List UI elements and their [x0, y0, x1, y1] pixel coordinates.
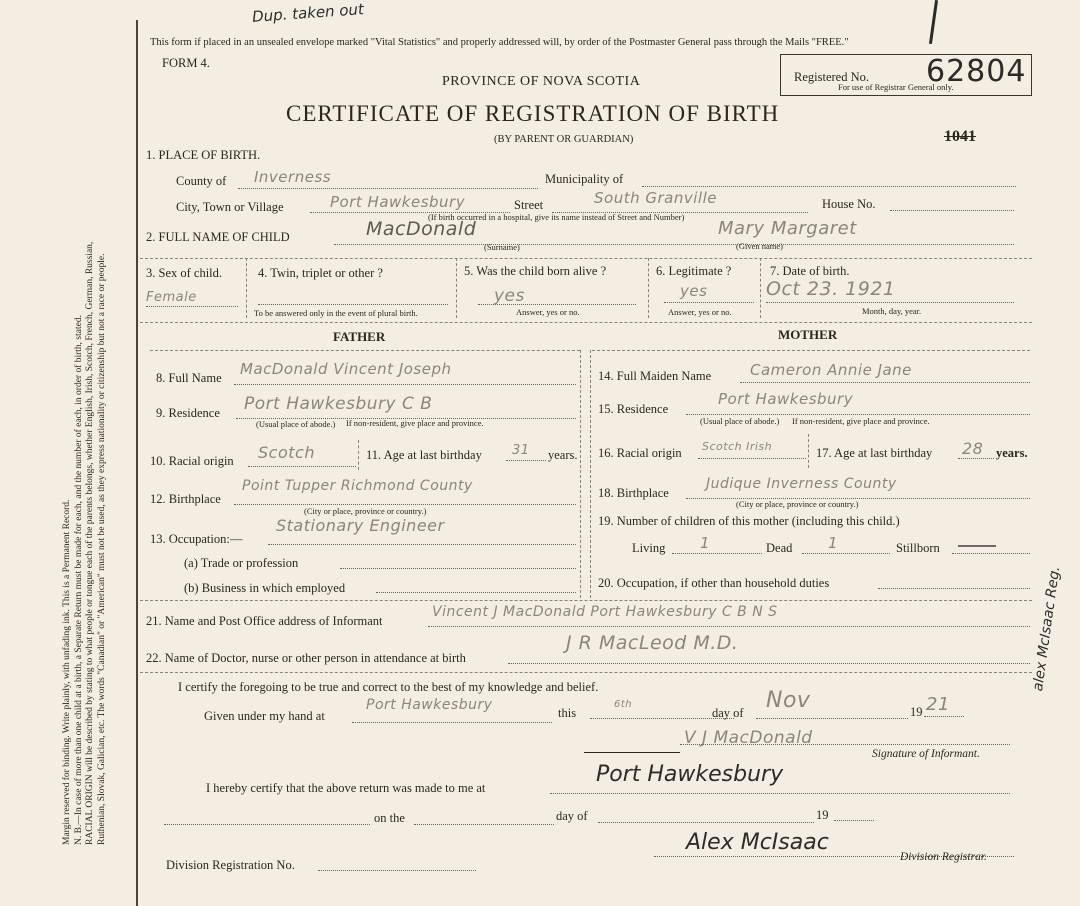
father-business-label: (b) Business in which employed	[184, 581, 346, 595]
side-registrar-note: alex McIsaac Reg.	[1030, 565, 1064, 693]
house-label: House No.	[822, 197, 876, 211]
mother-heading-line	[592, 350, 1030, 351]
year-suffix: 21	[926, 694, 950, 715]
mother-residence-line	[686, 414, 1030, 415]
mother-age-value: 28	[962, 439, 984, 458]
father-occupation-line	[268, 544, 576, 545]
father-birthplace-line	[234, 504, 576, 505]
registrar-year-line	[834, 820, 874, 821]
mother-age-unit: years.	[996, 446, 1028, 460]
father-racial-value: Scotch	[258, 443, 315, 462]
pen-mark	[929, 0, 938, 44]
mother-left-border	[590, 350, 591, 598]
day-value: 6th	[614, 699, 633, 710]
certificate-title: CERTIFICATE OF REGISTRATION OF BIRTH	[286, 101, 780, 126]
father-business-line	[376, 592, 576, 593]
father-occupation-label: 13. Occupation:—	[150, 532, 243, 546]
stillborn-label: Stillborn	[896, 541, 940, 555]
dead-line	[802, 553, 890, 554]
street-label: Street	[514, 198, 544, 212]
informant-value: Vincent J MacDonald Port Hawkesbury C B N S	[432, 604, 778, 620]
county-label: County of	[176, 174, 227, 188]
mother-birthplace-value: Judique Inverness County	[706, 476, 897, 492]
div-alive	[648, 258, 649, 318]
alive-line	[478, 304, 636, 305]
doctor-label: 22. Name of Doctor, nurse or other person in attendance at birth	[146, 651, 466, 665]
father-residence-note-a: (Usual place of abode.)	[256, 419, 336, 429]
father-trade-line	[340, 568, 576, 569]
dob-line	[766, 302, 1014, 303]
sex-label: 3. Sex of child.	[146, 266, 223, 280]
registrar-year-prefix: 19	[816, 808, 829, 822]
father-heading: FATHER	[333, 329, 386, 344]
sex-value: Female	[146, 290, 197, 305]
father-birthplace-note: (City or place, province or country.)	[304, 506, 427, 516]
mother-name-label: 14. Full Maiden Name	[598, 369, 712, 383]
place-of-birth-heading: 1. PLACE OF BIRTH.	[146, 148, 261, 162]
father-birthplace-label: 12. Birthplace	[150, 492, 221, 506]
return-place-line	[550, 793, 1010, 794]
mother-name-value: Cameron Annie Jane	[750, 361, 912, 379]
father-heading-line	[150, 350, 580, 351]
father-name-line	[234, 384, 576, 385]
child-surname-value: MacDonald	[366, 218, 477, 240]
doctor-line	[508, 663, 1030, 664]
mother-residence-value: Port Hawkesbury	[718, 390, 854, 408]
father-right-border	[580, 350, 581, 598]
given-place-value: Port Hawkesbury	[366, 697, 493, 713]
on-the-line	[414, 824, 554, 825]
registrar-caption: Division Registrar.	[900, 851, 987, 863]
hospital-note: (If birth occurred in a hospital, give its name instead of Street and Number)	[428, 212, 685, 222]
municipality-line	[642, 186, 1016, 187]
mother-birthplace-note: (City or place, province or country.)	[736, 499, 859, 509]
stillborn-dash	[958, 545, 996, 547]
return-place-value: Port Hawkesbury	[596, 762, 784, 787]
mother-racial-label: 16. Racial origin	[598, 446, 682, 460]
dob-note: Month, day, year.	[862, 306, 922, 316]
parents-bottom-line	[140, 600, 1032, 601]
given-place-line	[352, 722, 552, 723]
postal-notice: This form if placed in an unsealed envelope marked "Vital Statistics" and properly addressed will, by order of the Postmaster General pass through the Mails "FREE."	[150, 37, 849, 48]
year-prefix: 19	[910, 705, 923, 719]
informant-label: 21. Name and Post Office address of Informant	[146, 614, 383, 628]
county-line	[238, 188, 538, 189]
child-name-label: 2. FULL NAME OF CHILD	[146, 230, 290, 244]
mother-age-line	[958, 458, 994, 459]
division-registration-label: Division Registration No.	[166, 858, 295, 872]
father-racial-label: 10. Racial origin	[150, 454, 234, 468]
living-line	[672, 553, 762, 554]
stillborn-line	[952, 553, 1030, 554]
surname-note: (Surname)	[484, 242, 520, 252]
mother-children-label: 19. Number of children of this mother (including this child.)	[598, 514, 900, 528]
mother-occupation-line	[878, 588, 1030, 589]
father-age-unit: years.	[548, 448, 578, 462]
division-registration-line	[318, 870, 476, 871]
father-name-label: 8. Full Name	[156, 371, 222, 385]
registered-number: 62804	[926, 54, 1027, 89]
return-text: I hereby certify that the above return was made to me at	[206, 781, 486, 795]
given-name-note: (Given name)	[736, 241, 783, 251]
mother-name-line	[740, 382, 1030, 383]
form-number: FORM 4.	[162, 56, 210, 70]
certificate-subtitle: (BY PARENT OR GUARDIAN)	[494, 134, 634, 145]
father-residence-value: Port Hawkesbury C B	[244, 394, 433, 414]
twin-line	[258, 304, 448, 305]
informant-signature: V J MacDonald	[684, 728, 813, 748]
city-value: Port Hawkesbury	[330, 193, 466, 211]
living-value: 1	[700, 534, 711, 552]
registered-note: For use of Registrar General only.	[838, 82, 954, 92]
father-name-value: MacDonald Vincent Joseph	[240, 360, 452, 378]
row-divider-top	[140, 258, 1032, 259]
father-age-label: 11. Age at last birthday	[366, 448, 482, 462]
mother-racial-divider	[808, 434, 809, 468]
div-twin	[456, 258, 457, 318]
alive-value: yes	[494, 286, 525, 306]
alive-label: 5. Was the child born alive ?	[464, 264, 607, 278]
div-sex	[246, 258, 247, 318]
living-label: Living	[632, 541, 666, 555]
given-label: Given under my hand at	[204, 709, 325, 723]
province-heading: PROVINCE OF NOVA SCOTIA	[442, 74, 641, 89]
registrar-signature: Alex McIsaac	[686, 830, 829, 855]
father-occupation-value: Stationary Engineer	[276, 516, 445, 535]
mother-heading: MOTHER	[778, 327, 838, 342]
informant-signature-caption: Signature of Informant.	[872, 748, 980, 760]
legitimate-note: Answer, yes or no.	[668, 307, 732, 317]
registered-label: Registered No.	[794, 70, 869, 84]
margin-note-3: RACIAL ORIGIN will be described by stating to what people or tongue each of the parents belongs, whether English, Irish, Scotch, French, German, Russian,	[85, 241, 95, 845]
informant-line	[428, 626, 1030, 627]
certify-text: I certify the foregoing to be true and correct to the best of my knowledge and belief.	[178, 680, 599, 694]
sex-line	[146, 306, 238, 307]
year-line	[924, 716, 964, 717]
month-value: Nov	[766, 688, 811, 713]
informant-signature-line	[584, 752, 680, 753]
mother-age-label: 17. Age at last birthday	[816, 446, 933, 460]
margin-notes	[62, 5, 108, 845]
legitimate-value: yes	[680, 282, 708, 300]
margin-note-1: Margin reserved for binding. Write plainly, with unfading ink. This is a Permanent Record.	[62, 499, 72, 845]
legitimate-label: 6. Legitimate ?	[656, 264, 732, 278]
dead-label: Dead	[766, 541, 793, 555]
mother-birthplace-label: 18. Birthplace	[598, 486, 669, 500]
child-name-line	[334, 244, 1014, 245]
doctor-value: J R MacLeod M.D.	[566, 632, 739, 654]
street-value: South Granville	[594, 189, 717, 207]
margin-note-2: N. B.—In case of more than one child at a birth, a Separate Return must be made for each, and the number of each, in order of birth, stated.	[73, 315, 84, 845]
county-value: Inverness	[254, 168, 332, 186]
on-the-left-line	[164, 824, 370, 825]
mother-racial-line	[698, 458, 806, 459]
city-label: City, Town or Village	[176, 200, 284, 214]
father-birthplace-value: Point Tupper Richmond County	[242, 478, 473, 494]
certification-top-line	[140, 672, 1032, 673]
municipality-label: Municipality of	[545, 172, 624, 186]
mother-residence-label: 15. Residence	[598, 402, 669, 416]
margin-note-4: Ruthenian, Slovak, Galician, etc. The words "Canadian" or "American" must not be used, as they express nationality or citizenship but not a race or people.	[96, 253, 107, 845]
dob-value: Oct 23. 1921	[766, 278, 896, 300]
twin-note: To be answered only in the event of plural birth.	[254, 308, 418, 318]
father-racial-line	[248, 466, 356, 467]
dead-value: 1	[828, 534, 839, 552]
mother-racial-value: Scotch Irish	[702, 440, 773, 453]
dob-label: 7. Date of birth.	[770, 264, 850, 278]
alive-note: Answer, yes or no.	[516, 307, 580, 317]
registrar-month-line	[598, 822, 814, 823]
row-divider-bottom	[140, 322, 1032, 323]
father-trade-label: (a) Trade or profession	[184, 556, 299, 570]
div-legit	[760, 258, 761, 318]
struck-number: 1041	[944, 128, 976, 145]
mother-residence-note-b: If non-resident, give place and province.	[792, 416, 930, 426]
on-the-label: on the	[374, 811, 405, 825]
father-residence-note-b: If non-resident, give place and province.	[346, 418, 484, 428]
twin-label: 4. Twin, triplet or other ?	[258, 266, 383, 280]
top-handwritten-note: Dup. taken out	[251, 0, 365, 26]
registrar-day-of-label: day of	[556, 809, 588, 823]
day-of-label: day of	[712, 706, 744, 720]
father-age-line	[506, 460, 546, 461]
left-border-line	[136, 20, 138, 906]
father-residence-label: 9. Residence	[156, 406, 220, 420]
father-racial-divider	[358, 440, 359, 470]
mother-occupation-label: 20. Occupation, if other than household duties	[598, 576, 830, 590]
mother-residence-note-a: (Usual place of abode.)	[700, 416, 780, 426]
legitimate-line	[664, 302, 754, 303]
child-given-value: Mary Margaret	[718, 218, 857, 239]
house-line	[890, 210, 1014, 211]
this-label: this	[558, 706, 577, 720]
informant-signature-dots	[680, 744, 1010, 745]
father-age-value: 31	[512, 443, 530, 458]
month-line	[756, 718, 908, 719]
